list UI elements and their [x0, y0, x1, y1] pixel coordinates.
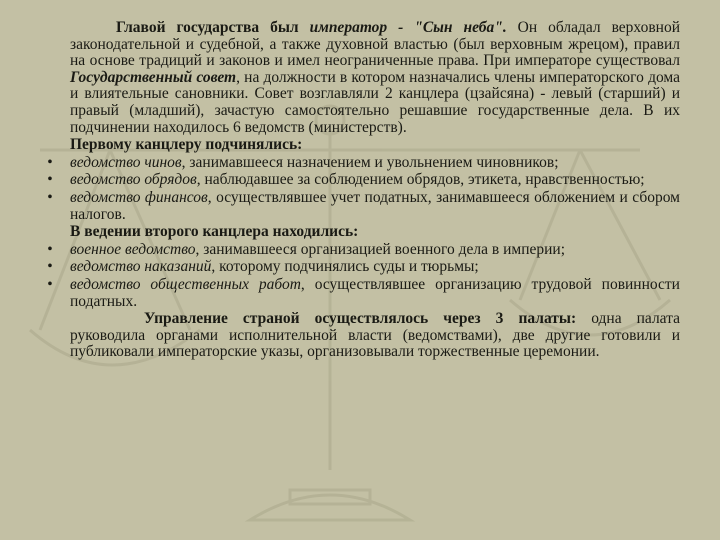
closing-text: одна палата руководила органами исполнительной власти (ведомствами), две другие готовили и публиковали императорские указы, организовывали торжественные церемонии.	[70, 310, 680, 361]
list-item-term: ведомство общественных работ	[70, 275, 301, 293]
heading-second-chancellor: В ведении второго канцлера находились:	[70, 223, 359, 241]
slide-text	[40, 20, 680, 361]
closing-paragraph	[40, 311, 680, 361]
intro-council: Государственный совет	[70, 68, 237, 86]
list-item	[40, 259, 680, 276]
list-item	[40, 155, 680, 172]
intro-rest2: , на должности в котором назначались члены императорского дома и влиятельные сановники. Совет возглавляли 2 канцлера (цзайсяна) - левый (старший) и правый (младший), зачастую самостоятельно решавшие государственные дела. В их подчинении находилось 6 ведомств (министерств).	[70, 68, 680, 136]
bullet-icon: •	[47, 153, 53, 171]
list-item	[40, 277, 680, 310]
list-item-term: ведомство чинов	[70, 153, 182, 171]
list-item-text: , наблюдавшее за соблюдением обрядов, этикета, нравственностью;	[196, 171, 645, 189]
bullet-icon: •	[47, 258, 53, 276]
list-item-text: , которому подчинялись суды и тюрьмы;	[211, 258, 479, 276]
intro-paragraph	[40, 20, 680, 136]
list-item-term: военное ведомство	[70, 240, 196, 258]
bullet-icon: •	[47, 240, 53, 258]
bullet-icon: •	[47, 275, 53, 293]
bullet-icon: •	[47, 171, 53, 189]
list-item-term: ведомство наказаний	[70, 258, 212, 276]
list-item-text: , осуществлявшее организацию трудовой повинности податных.	[70, 275, 680, 310]
list-item-text: , занимавшееся назначением и увольнением чиновников;	[181, 153, 559, 171]
list-item-term: ведомство финансов	[70, 188, 208, 206]
list-item	[40, 190, 680, 223]
list-item-term: ведомство обрядов	[70, 171, 197, 189]
intro-rest1: Он обладал верховной законодательной и судебной, а также духовной властью (был верховным жрецом), правил на основе традиций и законов и имел неограниченные права. При императоре существовал	[70, 19, 680, 70]
list-item	[40, 242, 680, 259]
intro-lead: Главой государства был	[116, 19, 310, 36]
list-item-text: , занимавшееся организацией военного дела в империи;	[195, 240, 566, 258]
list-item-text: , осуществлявшее учет податных, занимавшееся обложением и сбором налогов.	[70, 188, 680, 223]
intro-emperor: император - "Сын неба".	[309, 19, 507, 36]
closing-bold: Управление страной осуществлялось через 3 палаты:	[144, 310, 577, 328]
bullet-icon: •	[47, 188, 53, 206]
heading-first-chancellor: Первому канцлеру подчинялись:	[70, 136, 303, 154]
list-item	[40, 172, 680, 189]
